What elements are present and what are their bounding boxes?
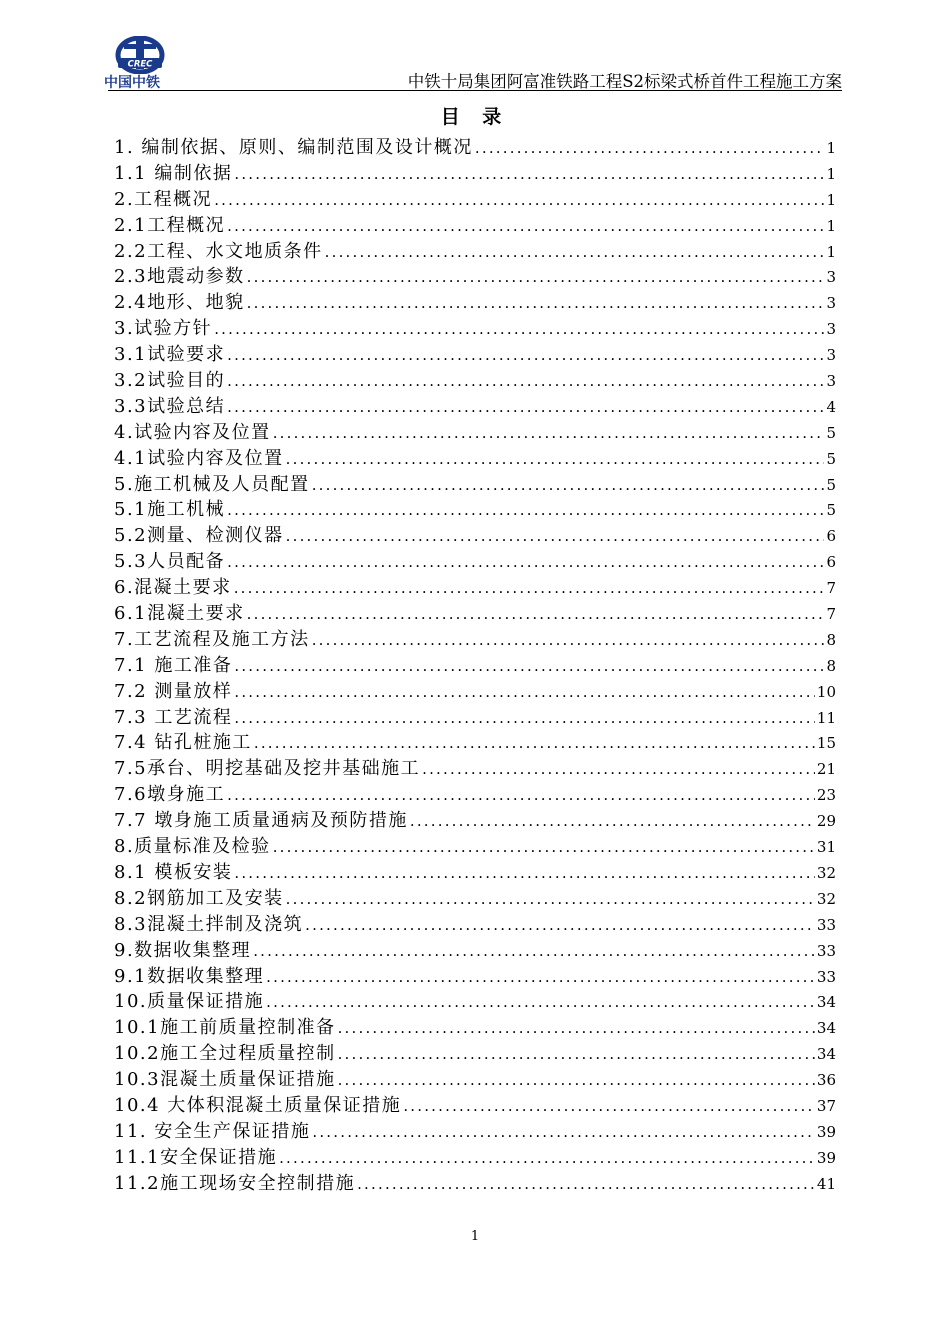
toc-entry[interactable] xyxy=(114,987,836,1013)
toc-entry-label: 1. 编制依据、原则、编制范围及设计概况 xyxy=(114,137,473,158)
toc-dot-leader xyxy=(227,398,824,416)
toc-entry-page-number: 31 xyxy=(816,838,836,857)
toc-entry-label: 6.1混凝土要求 xyxy=(114,603,245,625)
toc-entry[interactable] xyxy=(114,703,836,729)
toc-entry[interactable] xyxy=(114,418,836,444)
toc-entry[interactable] xyxy=(114,1065,836,1091)
toc-entry-label: 3.试验方针 xyxy=(114,318,213,340)
toc-dot-leader xyxy=(253,942,815,960)
toc-entry-label: 5.3人员配备 xyxy=(114,551,226,573)
toc-dot-leader xyxy=(227,553,824,571)
toc-entry[interactable] xyxy=(114,133,836,159)
toc-dot-leader xyxy=(266,968,815,986)
toc-entry-page-number: 1 xyxy=(826,216,836,235)
toc-entry-label: 7.5承台、明挖基础及挖井基础施工 xyxy=(114,758,421,780)
toc-entry-label: 10.质量保证措施 xyxy=(114,991,265,1013)
toc-entry-label: 2.3地震动参数 xyxy=(114,266,245,288)
toc-entry[interactable] xyxy=(114,185,836,211)
toc-entry[interactable] xyxy=(114,780,836,806)
toc-entry[interactable] xyxy=(114,1117,836,1143)
toc-entry[interactable] xyxy=(114,392,836,418)
toc-entry-page-number: 3 xyxy=(826,268,836,287)
toc-entry-page-number: 3 xyxy=(826,372,836,391)
toc-entry[interactable] xyxy=(114,858,836,884)
toc-entry[interactable] xyxy=(114,444,836,470)
toc-dot-leader xyxy=(234,683,815,701)
document-header-title: 中铁十局集团阿富准铁路工程S2标梁式桥首件工程施工方案 xyxy=(407,72,842,91)
toc-dot-leader xyxy=(214,191,824,209)
toc-entry-label: 5.施工机械及人员配置 xyxy=(114,473,310,495)
toc-entry-page-number: 1 xyxy=(826,190,836,209)
toc-dot-leader xyxy=(338,1019,815,1037)
toc-entry-page-number: 7 xyxy=(826,579,836,598)
toc-entry-page-number: 33 xyxy=(816,915,836,934)
toc-entry-label: 2.1工程概况 xyxy=(114,214,226,236)
toc-entry-label: 2.4地形、地貌 xyxy=(114,292,245,314)
toc-dot-leader xyxy=(312,1123,815,1141)
toc-dot-leader xyxy=(325,243,825,261)
toc-entry[interactable] xyxy=(114,677,836,703)
toc-dot-leader xyxy=(286,527,825,545)
toc-entry[interactable] xyxy=(114,340,836,366)
toc-entry-page-number: 33 xyxy=(816,941,836,960)
toc-entry-page-number: 11 xyxy=(816,708,836,727)
toc-dot-leader xyxy=(227,217,824,235)
toc-entry-label: 10.1施工前质量控制准备 xyxy=(114,1017,336,1039)
toc-entry-label: 8.3混凝土拌制及浇筑 xyxy=(114,913,304,935)
toc-entry-page-number: 32 xyxy=(816,889,836,908)
toc-entry-page-number: 8 xyxy=(826,656,836,675)
toc-entry-label: 5.2测量、检测仪器 xyxy=(114,525,284,547)
toc-dot-leader xyxy=(312,631,825,649)
toc-dot-leader xyxy=(305,916,815,934)
toc-dot-leader xyxy=(338,1045,815,1063)
toc-entry[interactable] xyxy=(114,573,836,599)
toc-dot-leader xyxy=(312,476,825,494)
toc-entry-page-number: 6 xyxy=(826,553,836,572)
header-divider xyxy=(108,90,842,91)
toc-entry[interactable] xyxy=(114,470,836,496)
toc-entry-page-number: 1 xyxy=(826,164,836,183)
toc-entry-label: 3.2试验目的 xyxy=(114,370,226,392)
toc-entry[interactable] xyxy=(114,288,836,314)
toc-entry-label: 8.2钢筋加工及安装 xyxy=(114,887,284,909)
toc-entry-page-number: 21 xyxy=(816,760,836,779)
toc-entry-label: 7.4 钻孔桩施工 xyxy=(114,732,252,754)
toc-entry[interactable] xyxy=(114,599,836,625)
toc-dot-leader xyxy=(422,760,815,778)
toc-entry-page-number: 33 xyxy=(816,967,836,986)
toc-entry[interactable] xyxy=(114,521,836,547)
toc-entry-page-number: 5 xyxy=(826,475,836,494)
svg-text:CREC: CREC xyxy=(127,59,153,70)
toc-entry-page-number: 3 xyxy=(826,346,836,365)
toc-dot-leader xyxy=(286,890,815,908)
toc-dot-leader xyxy=(234,709,815,727)
toc-entry[interactable] xyxy=(114,1039,836,1065)
toc-entry[interactable] xyxy=(114,625,836,651)
toc-entry-label: 6.混凝土要求 xyxy=(114,577,232,599)
toc-entry-label: 7.6墩身施工 xyxy=(114,784,226,806)
toc-dot-leader xyxy=(247,294,825,312)
toc-dot-leader xyxy=(234,165,824,183)
toc-entry-page-number: 34 xyxy=(816,993,836,1012)
toc-dot-leader xyxy=(214,320,824,338)
toc-entry[interactable] xyxy=(114,832,836,858)
toc-dot-leader xyxy=(254,734,815,752)
toc-entry-label: 3.3试验总结 xyxy=(114,395,226,417)
toc-entry-page-number: 41 xyxy=(816,1174,836,1193)
toc-entry-page-number: 39 xyxy=(816,1122,836,1141)
toc-entry-page-number: 36 xyxy=(816,1071,836,1090)
toc-entry[interactable] xyxy=(114,962,836,988)
toc-entry-page-number: 8 xyxy=(826,630,836,649)
toc-dot-leader xyxy=(286,450,825,468)
toc-dot-leader xyxy=(234,579,825,597)
toc-entry-page-number: 6 xyxy=(826,527,836,546)
toc-entry-label: 10.4 大体积混凝土质量保证措施 xyxy=(114,1094,402,1116)
crec-logo-icon xyxy=(100,36,180,74)
toc-entry-label: 10.3混凝土质量保证措施 xyxy=(114,1069,336,1091)
toc-entry-label: 11. 安全生产保证措施 xyxy=(114,1120,311,1142)
toc-entry[interactable] xyxy=(114,1091,836,1117)
toc-dot-leader xyxy=(273,838,815,856)
toc-entry[interactable] xyxy=(114,366,836,392)
toc-entry[interactable] xyxy=(114,1143,836,1169)
toc-dot-leader xyxy=(247,605,825,623)
toc-entry-label: 9.数据收集整理 xyxy=(114,939,252,961)
table-of-contents xyxy=(114,133,836,1195)
toc-entry[interactable] xyxy=(114,495,836,521)
toc-entry-label: 9.1数据收集整理 xyxy=(114,965,265,987)
toc-entry[interactable] xyxy=(114,806,836,832)
toc-dot-leader xyxy=(266,993,815,1011)
toc-entry[interactable] xyxy=(114,211,836,237)
toc-dot-leader xyxy=(410,812,815,830)
toc-entry-page-number: 4 xyxy=(826,397,836,416)
toc-entry-label: 7.2 测量放样 xyxy=(114,680,233,702)
toc-entry-label: 3.1试验要求 xyxy=(114,344,226,366)
toc-entry[interactable] xyxy=(114,1013,836,1039)
toc-entry-page-number: 10 xyxy=(816,682,836,701)
toc-entry-label: 2.2工程、水文地质条件 xyxy=(114,240,323,262)
toc-entry-page-number: 34 xyxy=(816,1045,836,1064)
toc-heading: 目 录 xyxy=(440,106,510,128)
toc-dot-leader xyxy=(279,1149,815,1167)
toc-dot-leader xyxy=(227,501,824,519)
toc-dot-leader xyxy=(234,657,824,675)
toc-entry-page-number: 15 xyxy=(816,734,836,753)
toc-entry-label: 8.质量标准及检验 xyxy=(114,836,271,858)
toc-entry-page-number: 1 xyxy=(826,139,836,157)
toc-entry-page-number: 34 xyxy=(816,1019,836,1038)
toc-dot-leader xyxy=(357,1175,815,1193)
toc-entry-label: 4.1试验内容及位置 xyxy=(114,447,284,469)
toc-entry-page-number: 29 xyxy=(816,812,836,831)
toc-entry[interactable] xyxy=(114,159,836,185)
toc-entry-page-number: 23 xyxy=(816,786,836,805)
toc-entry[interactable] xyxy=(114,262,836,288)
toc-entry-label: 2.工程概况 xyxy=(114,188,213,210)
toc-dot-leader xyxy=(247,268,825,286)
toc-entry-label: 5.1施工机械 xyxy=(114,499,226,521)
toc-entry-page-number: 3 xyxy=(826,294,836,313)
toc-entry-page-number: 37 xyxy=(816,1096,836,1115)
toc-dot-leader xyxy=(403,1097,815,1115)
toc-entry-label: 11.2施工现场安全控制措施 xyxy=(114,1172,356,1194)
toc-entry[interactable] xyxy=(114,884,836,910)
toc-dot-leader xyxy=(338,1071,815,1089)
toc-entry[interactable] xyxy=(114,651,836,677)
toc-entry[interactable] xyxy=(114,547,836,573)
toc-entry-page-number: 39 xyxy=(816,1148,836,1167)
toc-entry[interactable] xyxy=(114,728,836,754)
toc-entry-label: 4.试验内容及位置 xyxy=(114,421,271,443)
toc-entry-page-number: 5 xyxy=(826,501,836,520)
toc-dot-leader xyxy=(273,424,825,442)
toc-entry-page-number: 5 xyxy=(826,449,836,468)
toc-entry-label: 10.2施工全过程质量控制 xyxy=(114,1043,336,1065)
toc-entry[interactable] xyxy=(114,1169,836,1195)
toc-entry[interactable] xyxy=(114,314,836,340)
toc-entry-label: 7.1 施工准备 xyxy=(114,654,233,676)
toc-dot-leader xyxy=(234,864,815,882)
toc-dot-leader xyxy=(475,139,825,157)
toc-entry-label: 7.3 工艺流程 xyxy=(114,706,233,728)
toc-entry[interactable] xyxy=(114,237,836,263)
toc-entry-page-number: 7 xyxy=(826,605,836,624)
toc-dot-leader xyxy=(227,372,824,390)
toc-entry-label: 7.7 墩身施工质量通病及预防措施 xyxy=(114,810,408,832)
toc-entry-label: 11.1安全保证措施 xyxy=(114,1146,278,1168)
footer-page-number: 1 xyxy=(470,1229,480,1244)
toc-entry-page-number: 1 xyxy=(826,242,836,261)
toc-dot-leader xyxy=(227,786,815,804)
toc-entry-page-number: 5 xyxy=(826,423,836,442)
toc-entry-page-number: 32 xyxy=(816,863,836,882)
toc-entry[interactable] xyxy=(114,754,836,780)
toc-entry-label: 7.工艺流程及施工方法 xyxy=(114,628,310,650)
toc-entry[interactable] xyxy=(114,936,836,962)
logo-text: 中国中铁 xyxy=(104,75,160,91)
toc-entry-page-number: 3 xyxy=(826,320,836,339)
toc-entry-label: 8.1 模板安装 xyxy=(114,861,233,883)
toc-entry[interactable] xyxy=(114,910,836,936)
toc-entry-label: 1.1 编制依据 xyxy=(114,162,233,184)
toc-dot-leader xyxy=(227,346,824,364)
